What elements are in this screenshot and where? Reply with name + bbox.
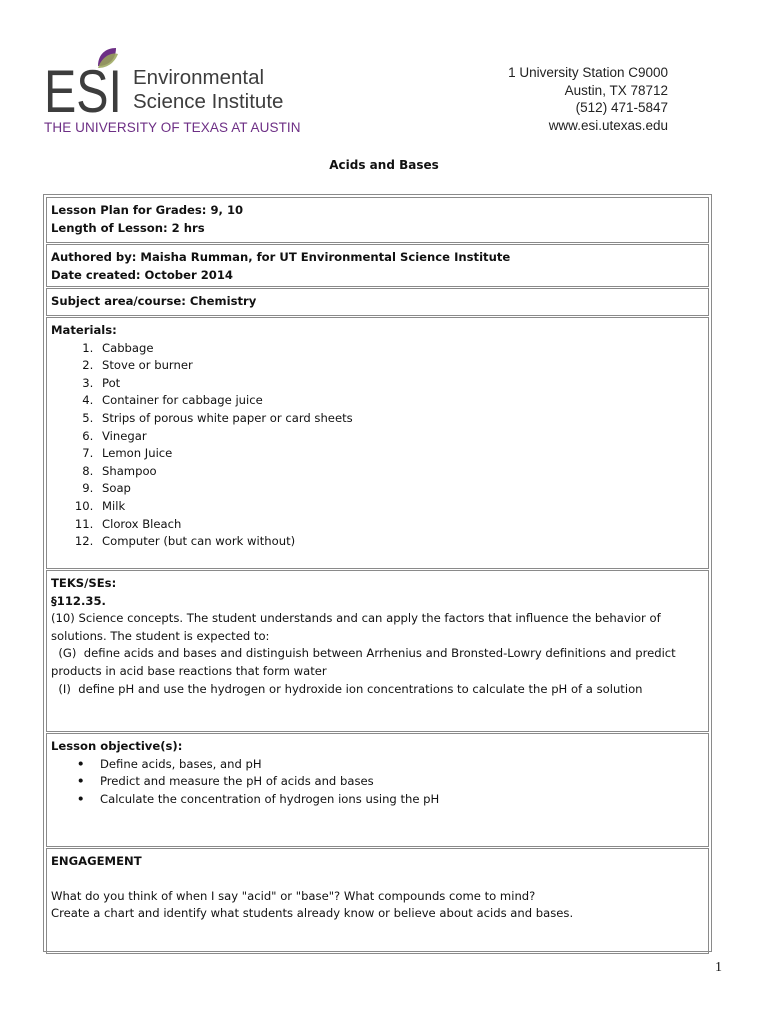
org-name-line2: Science Institute — [133, 90, 284, 113]
teks-cell — [46, 570, 709, 732]
list-item: 8. Shampoo — [97, 463, 704, 481]
list-item: 7. Lemon Juice — [97, 445, 704, 463]
length-text: Length of Lesson: 2 hrs — [51, 220, 205, 235]
engagement-label: ENGAGEMENT — [51, 854, 142, 868]
objectives-label: Lesson objective(s): — [51, 739, 183, 753]
list-item: 3. Pot — [97, 375, 704, 393]
address-line: Austin, TX 78712 — [564, 82, 668, 98]
page-number: 1 — [715, 960, 722, 975]
materials-list — [51, 340, 704, 551]
subject-cell — [46, 288, 709, 316]
org-name-line1: Environmental — [133, 66, 265, 89]
materials-label: Materials: — [51, 323, 117, 337]
teks-line: (G) define acids and bases and distinguish between Arrhenius and Bronsted-Lowry definitions and predict products in acid base reactions that form water — [51, 646, 680, 678]
engagement-line: What do you think of when I say "acid" or "base"? What compounds come to mind? — [51, 888, 536, 903]
university-name: THE UNIVERSITY OF TEXAS AT AUSTIN — [44, 120, 301, 135]
materials-cell — [46, 317, 709, 569]
grades-text: Lesson Plan for Grades: 9, 10 — [51, 203, 244, 217]
list-item: • Predict and measure the pH of acids and bases — [97, 773, 704, 791]
list-item: 11. Clorox Bleach — [97, 516, 704, 534]
org-name — [133, 66, 283, 114]
list-item: 10. Milk — [97, 498, 704, 516]
lesson-plan-table — [43, 194, 712, 952]
address-line: 1 University Station C9000 — [508, 65, 668, 80]
spacer — [51, 871, 704, 888]
list-item: 5. Strips of porous white paper or card sheets — [97, 410, 704, 428]
teks-code: §112.35. — [51, 593, 106, 608]
list-item: 2. Stove or burner — [97, 357, 704, 375]
address-block — [508, 64, 668, 134]
list-item: 6. Vinegar — [97, 428, 704, 446]
list-item: 1. Cabbage — [97, 340, 704, 358]
esi-logo — [44, 46, 124, 125]
subject-text: Subject area/course: Chemistry — [51, 294, 257, 308]
objectives-list — [51, 756, 704, 809]
document-title: Acids and Bases — [329, 158, 439, 172]
grades-cell — [46, 197, 709, 243]
list-item: 9. Soap — [97, 480, 704, 498]
teks-line: (I) define pH and use the hydrogen or hydroxide ion concentrations to calculate the pH of a solution — [51, 681, 643, 696]
list-item: • Define acids, bases, and pH — [97, 756, 704, 774]
list-item: 4. Container for cabbage juice — [97, 392, 704, 410]
logo-text: ESI — [44, 58, 122, 125]
objectives-cell — [46, 733, 709, 847]
author-text: Authored by: Maisha Rumman, for UT Environmental Science Institute — [51, 250, 511, 264]
engagement-line: Create a chart and identify what students already know or believe about acids and bases. — [51, 906, 574, 921]
website-line: www.esi.utexas.edu — [548, 117, 668, 133]
list-item: 12. Computer (but can work without) — [97, 533, 704, 551]
teks-line: (10) Science concepts. The student understands and can apply the factors that influence the behavior of solutions. The student is expected to: — [51, 611, 661, 643]
engagement-cell — [46, 848, 709, 954]
author-cell — [46, 244, 709, 287]
letterhead — [0, 0, 768, 150]
date-text: Date created: October 2014 — [51, 267, 233, 282]
phone-line: (512) 471-5847 — [575, 100, 668, 115]
list-item: • Calculate the concentration of hydrogen ions using the pH — [97, 791, 704, 809]
teks-label: TEKS/SEs: — [51, 576, 117, 590]
